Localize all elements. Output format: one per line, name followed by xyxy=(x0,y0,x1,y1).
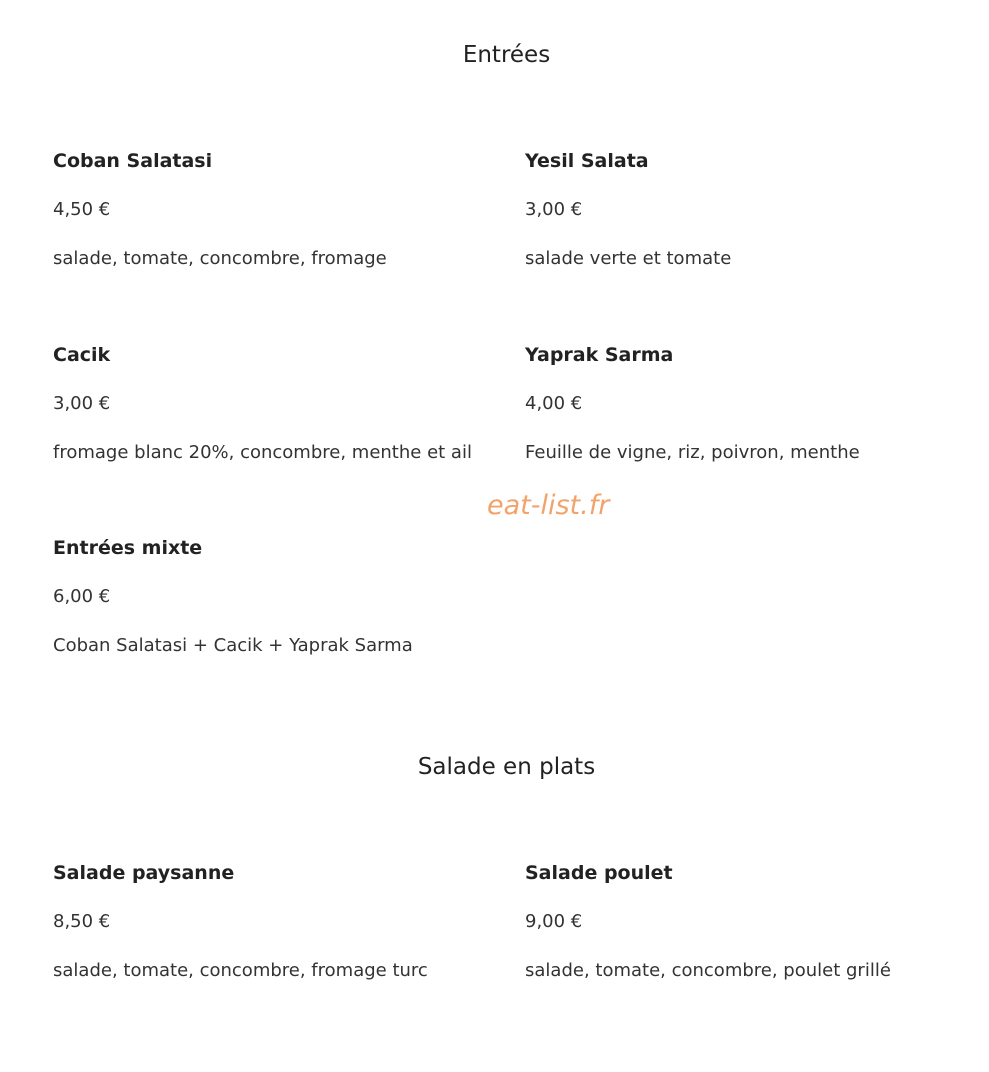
menu-item-description: salade verte et tomate xyxy=(525,248,732,269)
section-title-salade-en-plats: Salade en plats xyxy=(417,754,596,780)
menu-item-description: salade, tomate, concombre, poulet grillé xyxy=(525,960,891,981)
menu-item xyxy=(525,149,965,271)
menu-item-name: Cacik xyxy=(53,344,111,366)
menu-item-price: 4,00 € xyxy=(525,393,583,414)
menu-item-name: Salade poulet xyxy=(525,862,673,884)
menu-item-price: 4,50 € xyxy=(53,199,111,220)
menu-item-description: Coban Salatasi + Cacik + Yaprak Sarma xyxy=(53,635,413,656)
menu-item-description: salade, tomate, concombre, fromage turc xyxy=(53,960,428,981)
menu-item xyxy=(525,861,965,983)
menu-item-price: 3,00 € xyxy=(525,199,583,220)
menu-item-price: 3,00 € xyxy=(53,393,111,414)
menu-item-name: Salade paysanne xyxy=(53,862,235,884)
section-title-entrees: Entrées xyxy=(462,42,551,68)
menu-item-description: salade, tomate, concombre, fromage xyxy=(53,248,387,269)
watermark-logo: eat-list.fr xyxy=(487,490,610,521)
menu-item-description: Feuille de vigne, riz, poivron, menthe xyxy=(525,442,860,463)
menu-item-price: 6,00 € xyxy=(53,586,111,607)
menu-item-description: fromage blanc 20%, concombre, menthe et ail xyxy=(53,442,472,463)
menu-item-name: Yaprak Sarma xyxy=(525,344,674,366)
menu-item xyxy=(53,343,493,465)
menu-item xyxy=(53,149,493,271)
menu-item-name: Entrées mixte xyxy=(53,537,203,559)
menu-item-name: Coban Salatasi xyxy=(53,150,213,172)
menu-item-price: 9,00 € xyxy=(525,911,583,932)
menu-item xyxy=(525,343,965,465)
menu-item xyxy=(53,861,493,983)
menu-item-name: Yesil Salata xyxy=(525,150,649,172)
menu-item xyxy=(53,536,493,658)
menu-item-price: 8,50 € xyxy=(53,911,111,932)
